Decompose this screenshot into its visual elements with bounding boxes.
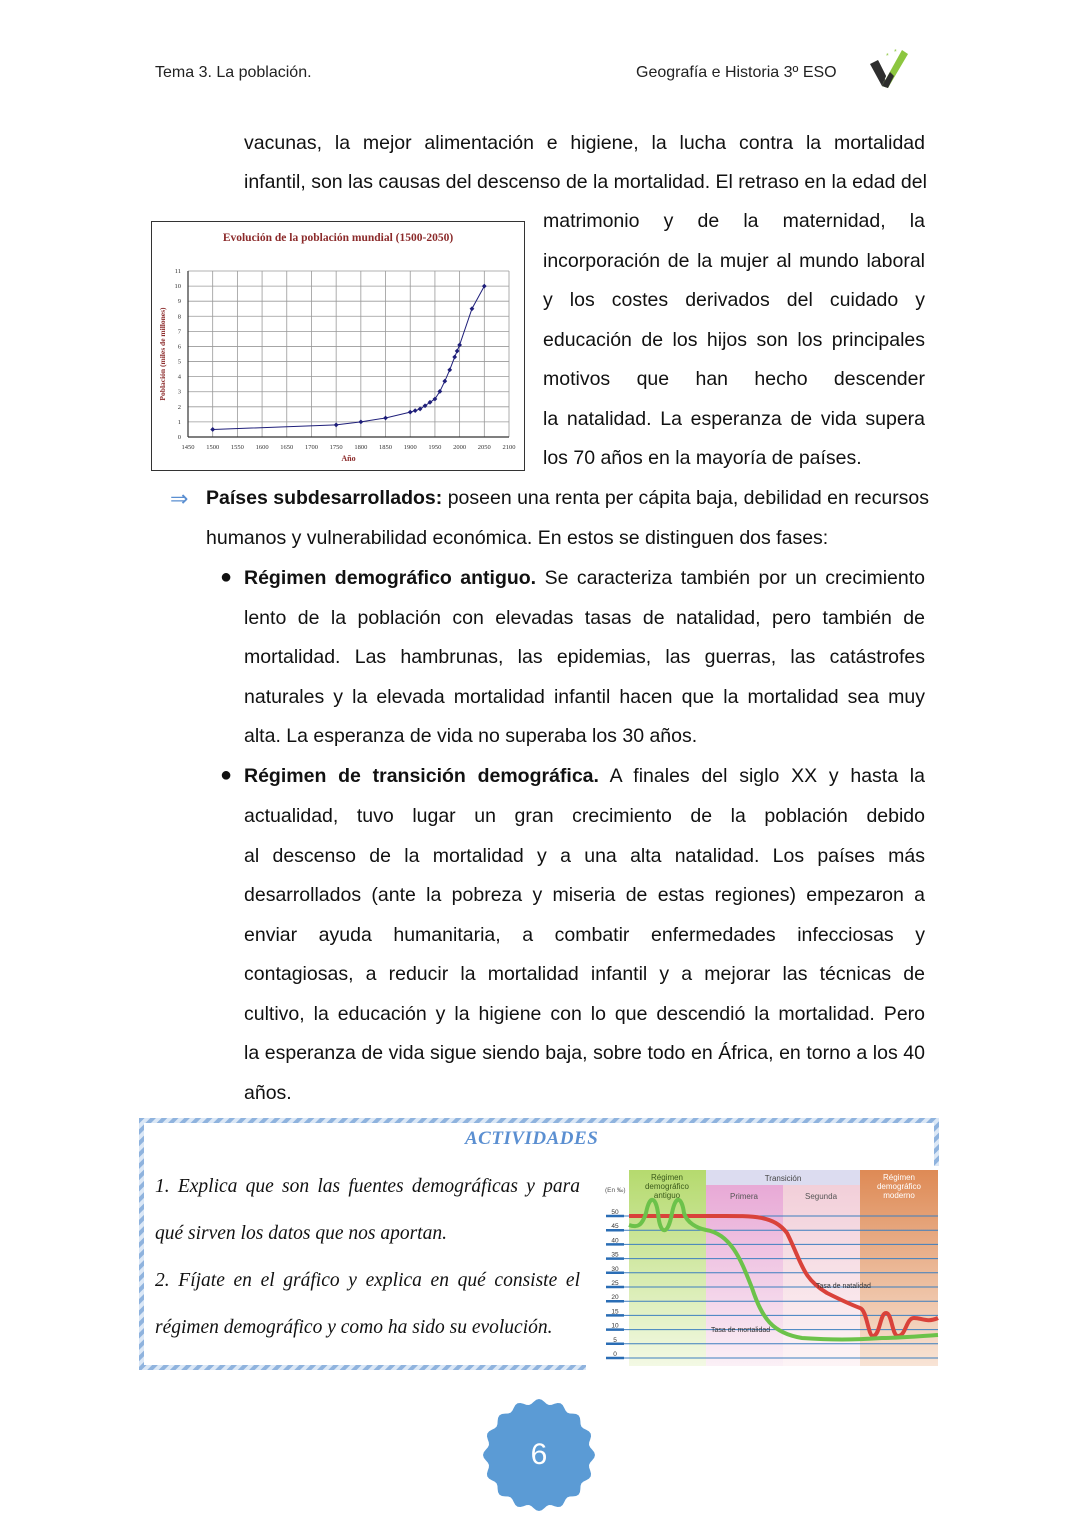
bullet-icon: ● <box>220 764 233 786</box>
svg-text:(En ‰): (En ‰) <box>605 1187 626 1194</box>
svg-text:10: 10 <box>174 283 181 291</box>
body-line: desarrollados (ante la pobreza y miseria de estas regiones) empezaron a <box>244 884 925 906</box>
population-chart <box>151 221 525 471</box>
header-subject: Geografía e Historia 3º ESO <box>636 64 837 81</box>
activity-line: qué sirven los datos que nos aportan. <box>155 1223 447 1244</box>
transicion-line-1: Régimen de transición demográfica. A finales del siglo XX y hasta la <box>244 765 925 787</box>
svg-text:15: 15 <box>611 1308 619 1316</box>
activity-line: régimen demográfico y como ha sido su evolución. <box>155 1317 553 1338</box>
body-line: infantil, son las causas del descenso de la mortalidad. El retraso en la edad del <box>244 171 927 193</box>
phase-label: Régimen <box>650 1173 684 1182</box>
body-line: contagiosas, a reducir la mortalidad infantil y a mejorar las técnicas de <box>244 963 925 985</box>
svg-text:demográfico: demográfico <box>644 1182 690 1191</box>
antiguo-line-1: Régimen demográfico antiguo. Se caracteriza también por un crecimiento <box>244 567 926 589</box>
svg-text:10: 10 <box>611 1322 619 1330</box>
body-line: mortalidad. Las hambrunas, las epidemias, las guerras, las catástrofes <box>244 646 925 668</box>
svg-text:1700: 1700 <box>304 444 318 451</box>
svg-text:1: 1 <box>177 418 181 426</box>
body-line: educación de los hijos son los principales <box>543 329 925 351</box>
svg-text:6: 6 <box>177 343 181 351</box>
population-chart-plot <box>152 222 526 472</box>
body-line: matrimonio y de la maternidad, la <box>543 210 925 232</box>
body-line: lento de la población con elevadas tasas de natalidad, pero también de <box>244 607 925 629</box>
svg-text:2100: 2100 <box>502 444 516 451</box>
body-line: los 70 años en la mayoría de países. <box>543 447 862 469</box>
chart-title: Evolución de la población mundial (1500-2050) <box>222 232 454 244</box>
body-line: naturales y la elevada mortalidad infantil hacen que la mortalidad sea muy <box>244 686 925 708</box>
body-line: incorporación de la mujer al mundo laboral <box>543 250 925 272</box>
svg-text:1500: 1500 <box>206 444 220 451</box>
svg-text:9: 9 <box>177 298 181 306</box>
check-logo-icon <box>866 46 912 90</box>
subdesarrollados-heading: Países subdesarrollados: <box>206 487 443 509</box>
svg-text:Transición: Transición <box>764 1174 802 1183</box>
svg-text:Régimen: Régimen <box>882 1173 916 1182</box>
svg-text:45: 45 <box>611 1223 619 1231</box>
svg-text:11: 11 <box>174 268 181 275</box>
svg-text:7: 7 <box>177 328 181 336</box>
svg-text:Primera: Primera <box>729 1192 759 1201</box>
svg-text:1900: 1900 <box>403 444 417 451</box>
natalidad-label: Tasa de natalidad <box>816 1283 871 1290</box>
transicion-heading: Régimen de transición demográfica. <box>244 765 599 787</box>
svg-text:moderno: moderno <box>883 1191 915 1200</box>
mortalidad-label: Tasa de mortalidad <box>711 1327 771 1334</box>
svg-text:25: 25 <box>611 1280 619 1287</box>
body-line: la esperanza de vida sigue siendo baja, sobre todo en África, en torno a los 40 <box>244 1042 925 1064</box>
svg-text:1450: 1450 <box>181 444 195 451</box>
body-line: cultivo, la educación y la higiene con lo que descendió la mortalidad. Pero <box>244 1003 925 1025</box>
svg-text:35: 35 <box>611 1251 619 1259</box>
body-line: años. <box>244 1082 292 1104</box>
svg-text:8: 8 <box>177 313 181 321</box>
svg-text:5: 5 <box>613 1336 617 1344</box>
svg-text:20: 20 <box>611 1294 619 1302</box>
svg-text:*: * <box>886 53 889 60</box>
body-line: y los costes derivados del cuidado y <box>543 289 925 311</box>
svg-text:1950: 1950 <box>428 444 442 451</box>
double-arrow-right-icon: ⇒ <box>170 486 189 511</box>
body-line: al descenso de la mortalidad y a una alta natalidad. Los países más <box>244 845 925 867</box>
svg-text:demográfico: demográfico <box>876 1182 922 1191</box>
body-line: actualidad, tuvo lugar un gran crecimiento de la población debido <box>244 805 925 827</box>
svg-text:Población (miles de millones): Población (miles de millones) <box>158 307 167 401</box>
svg-text:1850: 1850 <box>379 444 393 451</box>
body-line: vacunas, la mejor alimentación e higiene, la lucha contra la mortalidad <box>244 132 925 154</box>
svg-text:1750: 1750 <box>329 444 343 451</box>
svg-text:3: 3 <box>177 388 181 396</box>
svg-text:antiguo: antiguo <box>653 1191 681 1200</box>
page-number: 6 <box>530 1438 548 1471</box>
body-line: motivos que han hecho descender <box>543 368 925 390</box>
subdesarrollados-line-1: Países subdesarrollados: poseen una renta per cápita baja, debilidad en recursos <box>206 487 930 509</box>
svg-text:2050: 2050 <box>477 444 491 451</box>
svg-text:5: 5 <box>177 358 181 366</box>
body-line: la natalidad. La esperanza de vida supera <box>543 408 925 430</box>
svg-text:30: 30 <box>611 1265 619 1273</box>
bullet-icon: ● <box>220 566 233 588</box>
svg-text:1650: 1650 <box>280 444 294 451</box>
svg-text:0: 0 <box>613 1351 617 1358</box>
svg-text:40: 40 <box>611 1237 619 1245</box>
demographic-transition-chart <box>602 1168 942 1368</box>
svg-text:1550: 1550 <box>230 444 244 451</box>
svg-text:Segunda: Segunda <box>804 1192 838 1201</box>
svg-text:0: 0 <box>177 434 181 441</box>
svg-text:2: 2 <box>177 403 181 411</box>
activity-line: 1. Explica que son las fuentes demográficas y para <box>155 1176 580 1197</box>
svg-text:*: * <box>894 49 897 56</box>
svg-text:4: 4 <box>177 373 181 381</box>
body-line: alta. La esperanza de vida no superaba los 30 años. <box>244 725 698 747</box>
activities-title: ACTIVIDADES <box>465 1128 599 1149</box>
svg-text:2000: 2000 <box>453 444 467 451</box>
activity-line: 2. Fíjate en el gráfico y explica en qué consiste el <box>155 1270 580 1291</box>
antiguo-heading: Régimen demográfico antiguo. <box>244 567 537 589</box>
header-topic: Tema 3. La población. <box>155 64 312 81</box>
svg-text:50: 50 <box>611 1209 619 1216</box>
svg-text:1800: 1800 <box>354 444 368 451</box>
svg-text:Año: Año <box>341 454 356 463</box>
svg-text:1600: 1600 <box>255 444 269 451</box>
body-line: enviar ayuda humanitaria, a combatir enfermedades infecciosas y <box>244 924 925 946</box>
body-line: humanos y vulnerabilidad económica. En estos se distinguen dos fases: <box>206 527 829 549</box>
